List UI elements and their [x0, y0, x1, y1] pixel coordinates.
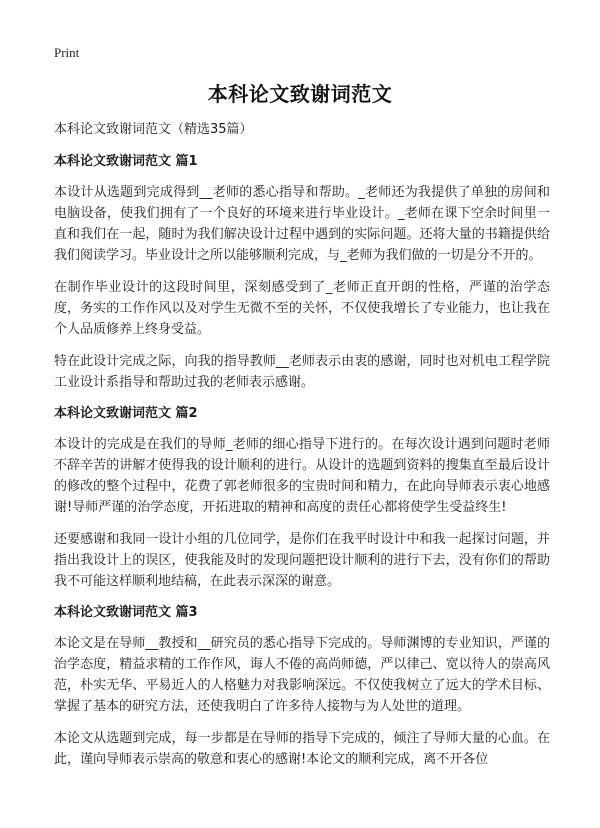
paragraph: 特在此设计完成之际，向我的指导教师__老师表示由衷的感谢，同时也对机电工程学院工业设计系指导和帮助过我的老师表示感谢。	[54, 354, 550, 390]
section-2	[54, 404, 550, 592]
document-body	[54, 120, 550, 781]
paragraph: 本设计从选题到完成得到__老师的悉心指导和帮助。_老师还为我提供了单独的房间和电脑设备，使我们拥有了一个良好的环境来进行毕业设计。_老师在课下空余时间里一直和我们在一起，随时为我们解决设计过程中遇到的实际问题。还将大量的书籍提供给我们阅读学习。毕业设计之所以能够顺利完成，与_老师为我们做的一切是分不开的。	[54, 185, 550, 263]
document-subtitle: 本科论文致谢词范文（精选35篇）	[54, 122, 253, 137]
paragraph: 在制作毕业设计的这段时间里，深刻感受到了_老师正直开朗的性格，严谨的治学态度，务实的工作作风以及对学生无微不至的关怀，不仅使我增长了专业能力，也让我在个人品质修养上终身受益。	[54, 280, 550, 337]
page-title: 本科论文致谢词范文	[207, 82, 393, 106]
paragraph: 还要感谢和我同一设计小组的几位同学，是你们在我平时设计中和我一起探讨问题，并指出我设计上的误区，使我能及时的发现问题把设计顺利的进行下去，没有你们的帮助我不可能这样顺利地结稿，在此表示深深的谢意。	[54, 532, 550, 589]
section-3	[54, 603, 550, 770]
paragraph: 本设计的完成是在我们的导师_老师的细心指导下进行的。在每次设计遇到问题时老师不辞辛苦的讲解才使得我的设计顺利的进行。从设计的选题到资料的搜集直至最后设计的修改的整个过程中，花费了郭老师很多的宝贵时间和精力，在此向导师表示衷心地感谢!导师严谨的治学态度，开拓进取的精神和高度的责任心都将使学生受益终生!	[54, 437, 550, 515]
paragraph: 本论文是在导师__教授和__研究员的悉心指导下完成的。导师渊博的专业知识，严谨的治学态度，精益求精的工作作风，诲人不倦的高尚师德，严以律己、宽以待人的崇高风范，朴实无华、平易近人的人格魅力对我影响深远。不仅使我树立了远大的学术目标、掌握了基本的研究方法，还使我明白了许多待人接物与为人处世的道理。	[54, 636, 550, 714]
section-heading: 本科论文致谢词范文 篇2	[54, 406, 198, 421]
section-heading: 本科论文致谢词范文 篇3	[54, 605, 198, 620]
section-1	[54, 152, 550, 393]
print-label[interactable]: Print	[54, 45, 80, 60]
section-heading: 本科论文致谢词范文 篇1	[54, 154, 198, 169]
paragraph: 本论文从选题到完成，每一步都是在导师的指导下完成的，倾注了导师大量的心血。在此，谨向导师表示崇高的敬意和衷心的感谢!本论文的顺利完成，离不开各位	[54, 731, 550, 767]
